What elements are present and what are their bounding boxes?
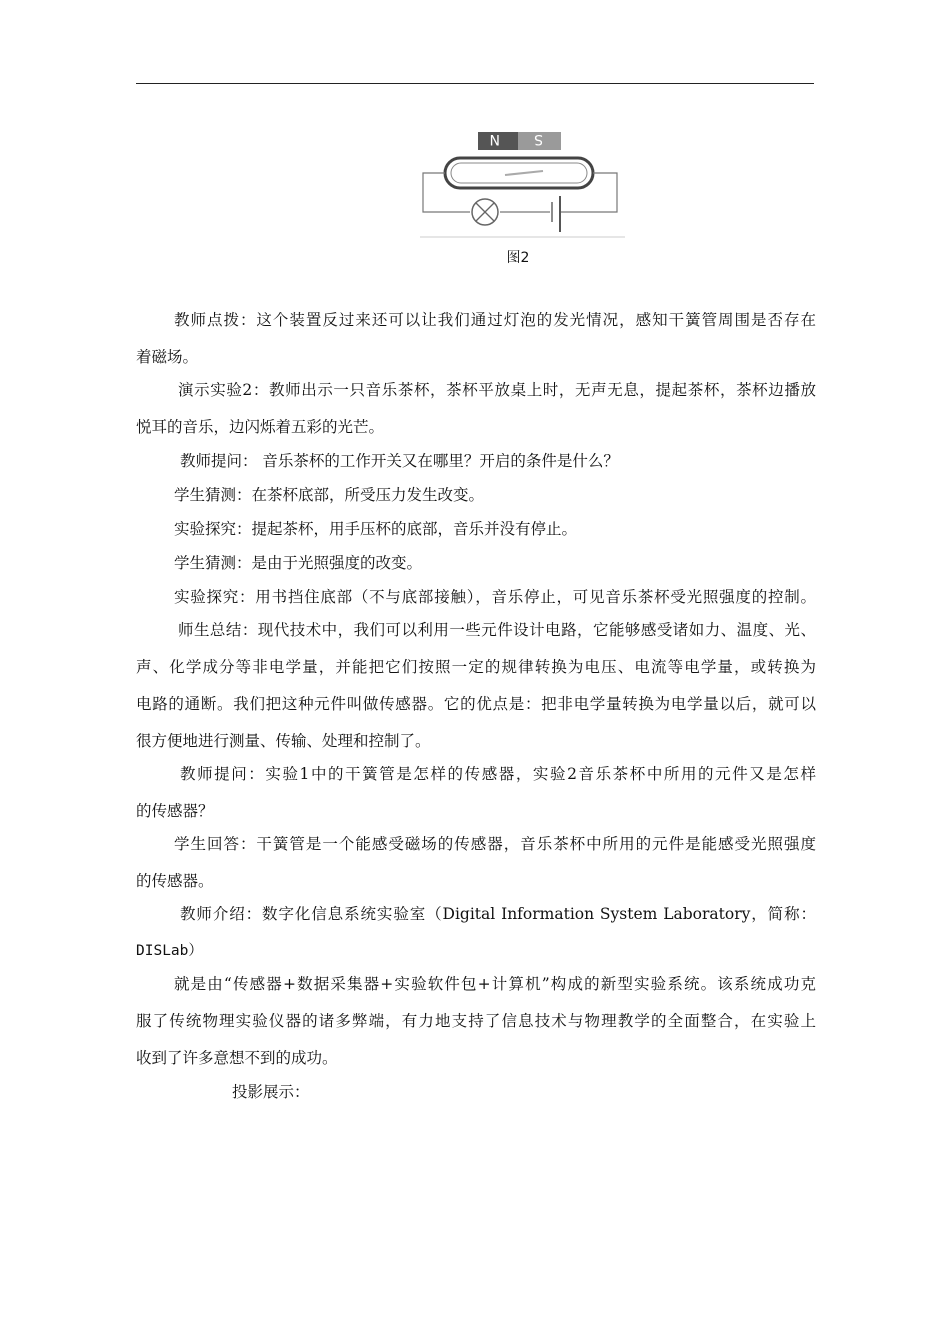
- text-line: 很方便地进行测量、传输、处理和控制了。: [136, 732, 431, 750]
- magnet-s-label: S: [534, 131, 543, 147]
- text-line: 师生总结：现代技术中，我们可以利用一些元件设计电路，它能够感受诸如力、温度、光、: [178, 621, 816, 639]
- text-line: 收到了许多意想不到的成功。: [136, 1049, 338, 1067]
- text-line: 电路的通断。我们把这种元件叫做传感器。它的优点是：把非电学量转换为电学量以后，就可以: [136, 695, 816, 713]
- paragraph-experiment-1: [174, 511, 814, 548]
- text-line: 声、化学成分等非电学量，并能把它们按照一定的规律转换为电压、电流等电学量，或转换为: [136, 658, 816, 676]
- text-line: 教师点拨：这个装置反过来还可以让我们通过灯泡的发光情况，感知干簧管周围是否存在: [174, 311, 816, 329]
- bar-magnet: [478, 131, 561, 150]
- paragraph-dislab: [136, 966, 816, 1077]
- text-line: 学生猜测：是由于光照强度的改变。: [174, 554, 423, 572]
- paragraph-demo-experiment-2: [136, 372, 816, 446]
- magnet-n-label: N: [489, 131, 500, 147]
- header-rule: [136, 83, 814, 84]
- text-line: 演示实验2：教师出示一只音乐茶杯，茶杯平放桌上时，无声无息，提起茶杯，茶杯边播放: [178, 381, 816, 399]
- reed-contacts: [505, 171, 543, 175]
- paragraph-student-guess-2: [174, 545, 814, 582]
- paragraph-summary: [136, 612, 816, 760]
- text-line: 教师介绍：数字化信息系统实验室（Digital Information System Laboratory，简称：: [180, 905, 816, 923]
- text-line: 服了传统物理实验仪器的诸多弊端，有力地支持了信息技术与物理教学的全面整合，在实验上: [136, 1012, 816, 1030]
- reed-switch-circuit-diagram: [415, 128, 630, 243]
- paragraph-teacher-question-2: [136, 756, 816, 830]
- paragraph-teacher-intro: [136, 896, 816, 970]
- paragraph-student-answer: [136, 826, 816, 900]
- text-line: 学生猜测：在茶杯底部，所受压力发生改变。: [174, 486, 485, 504]
- paragraph-experiment-2: [174, 579, 816, 616]
- lamp-symbol: [472, 199, 498, 225]
- text-line: 教师提问： 音乐茶杯的工作开关又在哪里？开启的条件是什么？: [180, 452, 619, 470]
- text-line: 教师提问：实验1中的干簧管是怎样的传感器，实验2音乐茶杯中所用的元件又是怎样: [180, 765, 816, 783]
- paragraph-teacher-question-1: [180, 443, 820, 480]
- text-line: 投影展示：: [232, 1083, 310, 1101]
- text-line: DISLab）: [136, 943, 203, 959]
- text-line: 实验探究：用书挡住底部（不与底部接触），音乐停止，可见音乐茶杯受光照强度的控制。: [174, 588, 816, 606]
- text-line: 就是由“传感器+数据采集器+实验软件包+计算机”构成的新型实验系统。该系统成功克: [174, 975, 816, 993]
- battery-symbol: [552, 196, 560, 232]
- text-line: 实验探究：提起茶杯，用手压杯的底部，音乐并没有停止。: [174, 520, 578, 538]
- text-line: 的传感器？: [136, 802, 214, 820]
- text-line: 的传感器。: [136, 872, 214, 890]
- figure-caption: 图2: [506, 250, 530, 266]
- text-line: 着磁场。: [136, 348, 199, 366]
- paragraph-teacher-hint: [136, 302, 816, 376]
- paragraph-projection: [232, 1074, 632, 1111]
- text-line: 学生回答：干簧管是一个能感受磁场的传感器，音乐茶杯中所用的元件是能感受光照强度: [174, 835, 816, 853]
- text-line: 悦耳的音乐，边闪烁着五彩的光芒。: [136, 418, 385, 436]
- paragraph-student-guess-1: [174, 477, 814, 514]
